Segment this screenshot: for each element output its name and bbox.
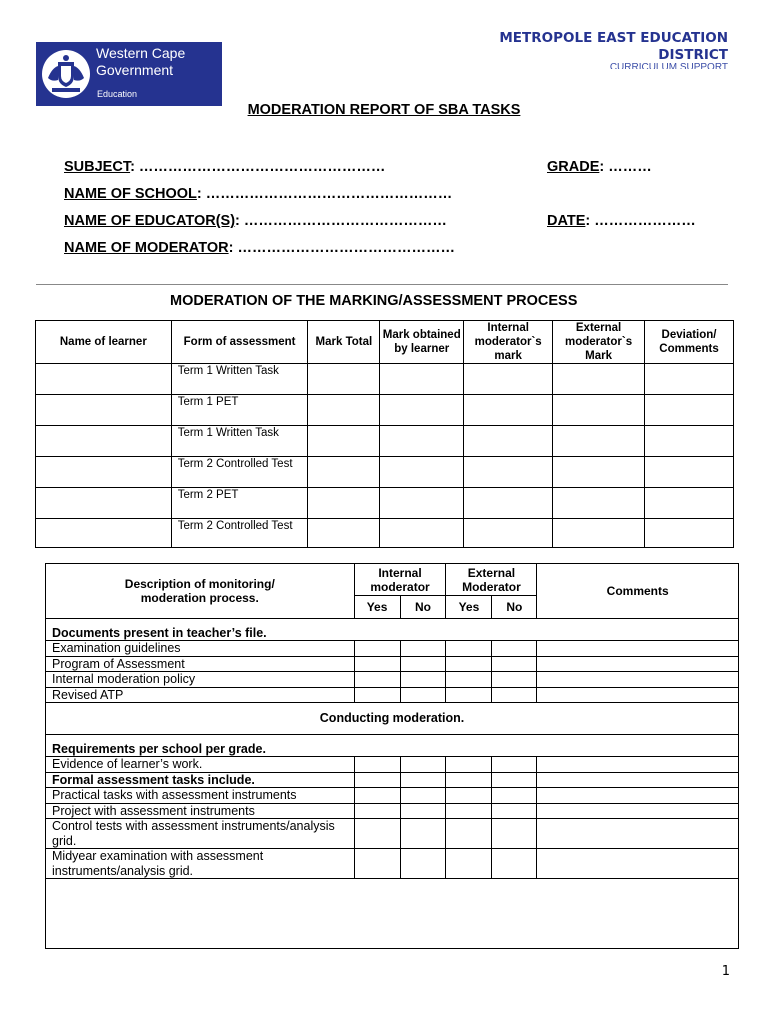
header-external-moderator: External Moderator <box>446 564 537 596</box>
deviation-cell[interactable] <box>645 519 734 548</box>
logo-name: Western Cape Government <box>96 45 186 78</box>
item-label: Control tests with assessment instruments/analysis grid. <box>46 819 355 849</box>
item-label: Practical tasks with assessment instruments <box>46 788 355 804</box>
school-field <box>64 186 452 202</box>
moderator-field <box>64 240 455 256</box>
check-cell[interactable] <box>492 803 537 819</box>
mark-obtained-cell[interactable] <box>380 519 464 548</box>
logo-subtitle: Education <box>97 89 138 99</box>
check-cell[interactable] <box>354 819 400 849</box>
comment-cell[interactable] <box>537 641 739 657</box>
check-cell[interactable] <box>492 849 537 879</box>
check-cell[interactable] <box>354 788 400 804</box>
mark-obtained-cell[interactable] <box>380 364 464 395</box>
comment-cell[interactable] <box>537 757 739 773</box>
school-value: : …………………………………………… <box>196 186 453 202</box>
date-value: : ………………… <box>585 213 696 229</box>
monitoring-header-row <box>46 564 739 596</box>
conducting-moderation-heading: Conducting moderation. <box>46 703 739 735</box>
check-cell[interactable] <box>446 687 492 703</box>
document-title: MODERATION REPORT OF SBA TASKS <box>247 102 521 118</box>
check-cell[interactable] <box>354 672 400 688</box>
western-cape-government-logo <box>36 42 222 106</box>
table-row <box>46 819 739 849</box>
header-external-mark: External moderator`s Mark <box>553 321 645 364</box>
table-row <box>46 687 739 703</box>
check-cell[interactable] <box>400 656 446 672</box>
external-mark-cell[interactable] <box>553 488 645 519</box>
mark-total-cell[interactable] <box>308 364 380 395</box>
header-form-of-assessment: Form of assessment <box>171 321 308 364</box>
external-mark-cell[interactable] <box>553 364 645 395</box>
item-label: Evidence of learner’s work. <box>46 757 355 773</box>
check-cell[interactable] <box>400 803 446 819</box>
marking-header-row <box>36 321 734 364</box>
comment-cell[interactable] <box>537 687 739 703</box>
table-row <box>46 619 739 641</box>
check-cell[interactable] <box>354 656 400 672</box>
mark-total-cell[interactable] <box>308 457 380 488</box>
table-row <box>46 772 739 788</box>
check-cell[interactable] <box>446 803 492 819</box>
mark-obtained-cell[interactable] <box>380 488 464 519</box>
grade-value: : ……… <box>599 159 652 175</box>
header-mark-total: Mark Total <box>308 321 380 364</box>
mark-total-cell[interactable] <box>308 395 380 426</box>
subject-label: SUBJECT <box>64 159 131 175</box>
check-cell[interactable] <box>354 757 400 773</box>
table-row <box>46 735 739 757</box>
table-row <box>46 879 739 949</box>
check-cell[interactable] <box>400 819 446 849</box>
table-row <box>46 703 739 735</box>
external-mark-cell[interactable] <box>553 457 645 488</box>
header-internal-moderator: Internal moderator <box>354 564 446 596</box>
check-cell[interactable] <box>400 849 446 879</box>
check-cell[interactable] <box>446 849 492 879</box>
table-row <box>36 364 734 395</box>
header-name-of-learner: Name of learner <box>36 321 172 364</box>
date-field <box>547 213 696 229</box>
deviation-cell[interactable] <box>645 364 734 395</box>
check-cell[interactable] <box>446 788 492 804</box>
table-row <box>46 757 739 773</box>
moderator-label: NAME OF MODERATOR <box>64 240 229 256</box>
external-no-header: No <box>492 596 537 619</box>
check-cell[interactable] <box>400 772 446 788</box>
assessment-cell: Term 1 Written Task <box>171 426 308 457</box>
table-row <box>36 426 734 457</box>
table-row <box>36 519 734 548</box>
internal-mark-cell[interactable] <box>464 457 553 488</box>
school-label: NAME OF SCHOOL <box>64 186 197 202</box>
check-cell[interactable] <box>354 803 400 819</box>
table-row <box>46 672 739 688</box>
check-cell[interactable] <box>400 687 446 703</box>
requirements-heading: Requirements per school per grade. <box>46 735 739 757</box>
check-cell[interactable] <box>446 757 492 773</box>
coat-of-arms-icon <box>40 48 92 100</box>
deviation-cell[interactable] <box>645 426 734 457</box>
table-row <box>46 788 739 804</box>
header-description: Description of monitoring/ moderation process. <box>46 564 355 619</box>
item-label: Internal moderation policy <box>46 672 355 688</box>
check-cell[interactable] <box>492 687 537 703</box>
monitoring-table <box>45 563 739 949</box>
subject-field <box>64 159 385 175</box>
mark-total-cell[interactable] <box>308 488 380 519</box>
table-row <box>46 803 739 819</box>
header-deviation: Deviation/ Comments <box>645 321 734 364</box>
check-cell[interactable] <box>492 788 537 804</box>
notes-cell[interactable] <box>46 879 739 949</box>
header-comments: Comments <box>537 564 739 619</box>
internal-mark-cell[interactable] <box>464 426 553 457</box>
marking-table <box>35 320 734 548</box>
internal-mark-cell[interactable] <box>464 395 553 426</box>
comment-cell[interactable] <box>537 849 739 879</box>
header-mark-obtained: Mark obtained by learner <box>380 321 464 364</box>
check-cell[interactable] <box>492 757 537 773</box>
educator-value: : …………………………………… <box>235 213 447 229</box>
check-cell[interactable] <box>354 849 400 879</box>
item-label: Revised ATP <box>46 687 355 703</box>
internal-mark-cell[interactable] <box>464 364 553 395</box>
table-row <box>36 395 734 426</box>
comment-cell[interactable] <box>537 819 739 849</box>
deviation-cell[interactable] <box>645 488 734 519</box>
assessment-cell: Term 2 Controlled Test <box>171 519 308 548</box>
deviation-cell[interactable] <box>645 395 734 426</box>
internal-mark-cell[interactable] <box>464 488 553 519</box>
comment-cell[interactable] <box>537 672 739 688</box>
external-mark-cell[interactable] <box>553 395 645 426</box>
district-name: METROPOLE EAST EDUCATION DISTRICT <box>499 30 728 63</box>
check-cell[interactable] <box>492 672 537 688</box>
item-label: Examination guidelines <box>46 641 355 657</box>
deviation-cell[interactable] <box>645 457 734 488</box>
table-row <box>36 488 734 519</box>
mark-total-cell[interactable] <box>308 519 380 548</box>
internal-no-header: No <box>400 596 446 619</box>
assessment-cell: Term 1 PET <box>171 395 308 426</box>
external-mark-cell[interactable] <box>553 519 645 548</box>
check-cell[interactable] <box>400 788 446 804</box>
learner-cell[interactable] <box>36 364 172 395</box>
check-cell[interactable] <box>354 772 400 788</box>
assessment-cell: Term 2 Controlled Test <box>171 457 308 488</box>
divider <box>36 284 728 285</box>
mark-obtained-cell[interactable] <box>380 395 464 426</box>
learner-cell[interactable] <box>36 395 172 426</box>
mark-obtained-cell[interactable] <box>380 457 464 488</box>
internal-mark-cell[interactable] <box>464 519 553 548</box>
check-cell[interactable] <box>400 641 446 657</box>
check-cell[interactable] <box>354 687 400 703</box>
subject-value: : …………………………………………… <box>130 159 386 175</box>
item-label: Project with assessment instruments <box>46 803 355 819</box>
internal-yes-header: Yes <box>354 596 400 619</box>
mark-total-cell[interactable] <box>308 426 380 457</box>
educator-field <box>64 213 447 229</box>
formal-tasks-heading: Formal assessment tasks include. <box>46 772 355 788</box>
comment-cell[interactable] <box>537 656 739 672</box>
check-cell[interactable] <box>446 672 492 688</box>
table-row <box>46 641 739 657</box>
mark-obtained-cell[interactable] <box>380 426 464 457</box>
item-label: Program of Assessment <box>46 656 355 672</box>
comment-cell[interactable] <box>537 788 739 804</box>
check-cell[interactable] <box>354 641 400 657</box>
external-yes-header: Yes <box>446 596 492 619</box>
assessment-cell: Term 2 PET <box>171 488 308 519</box>
check-cell[interactable] <box>492 656 537 672</box>
moderator-value: : ……………………………………… <box>228 240 455 256</box>
check-cell[interactable] <box>446 641 492 657</box>
comment-cell[interactable] <box>537 803 739 819</box>
table-row <box>46 849 739 879</box>
page-number: 1 <box>721 964 730 979</box>
check-cell[interactable] <box>492 641 537 657</box>
learner-cell[interactable] <box>36 426 172 457</box>
check-cell[interactable] <box>446 819 492 849</box>
check-cell[interactable] <box>446 772 492 788</box>
documents-heading: Documents present in teacher’s file. <box>46 619 739 641</box>
check-cell[interactable] <box>400 757 446 773</box>
date-label: DATE <box>547 213 586 229</box>
marking-section-title: MODERATION OF THE MARKING/ASSESSMENT PROCESS <box>170 293 578 309</box>
learner-cell[interactable] <box>36 457 172 488</box>
item-label: Midyear examination with assessment instruments/analysis grid. <box>46 849 355 879</box>
check-cell[interactable] <box>492 819 537 849</box>
learner-cell[interactable] <box>36 488 172 519</box>
comment-cell[interactable] <box>537 772 739 788</box>
grade-label: GRADE <box>547 159 600 175</box>
assessment-cell: Term 1 Written Task <box>171 364 308 395</box>
department-name: CURRICULUM SUPPORT <box>609 63 728 69</box>
check-cell[interactable] <box>446 656 492 672</box>
table-row <box>36 457 734 488</box>
educator-label: NAME OF EDUCATOR(S) <box>64 213 236 229</box>
grade-field <box>547 159 652 175</box>
external-mark-cell[interactable] <box>553 426 645 457</box>
check-cell[interactable] <box>400 672 446 688</box>
check-cell[interactable] <box>492 772 537 788</box>
table-row <box>46 656 739 672</box>
header-internal-mark: Internal moderator`s mark <box>464 321 553 364</box>
learner-cell[interactable] <box>36 519 172 548</box>
